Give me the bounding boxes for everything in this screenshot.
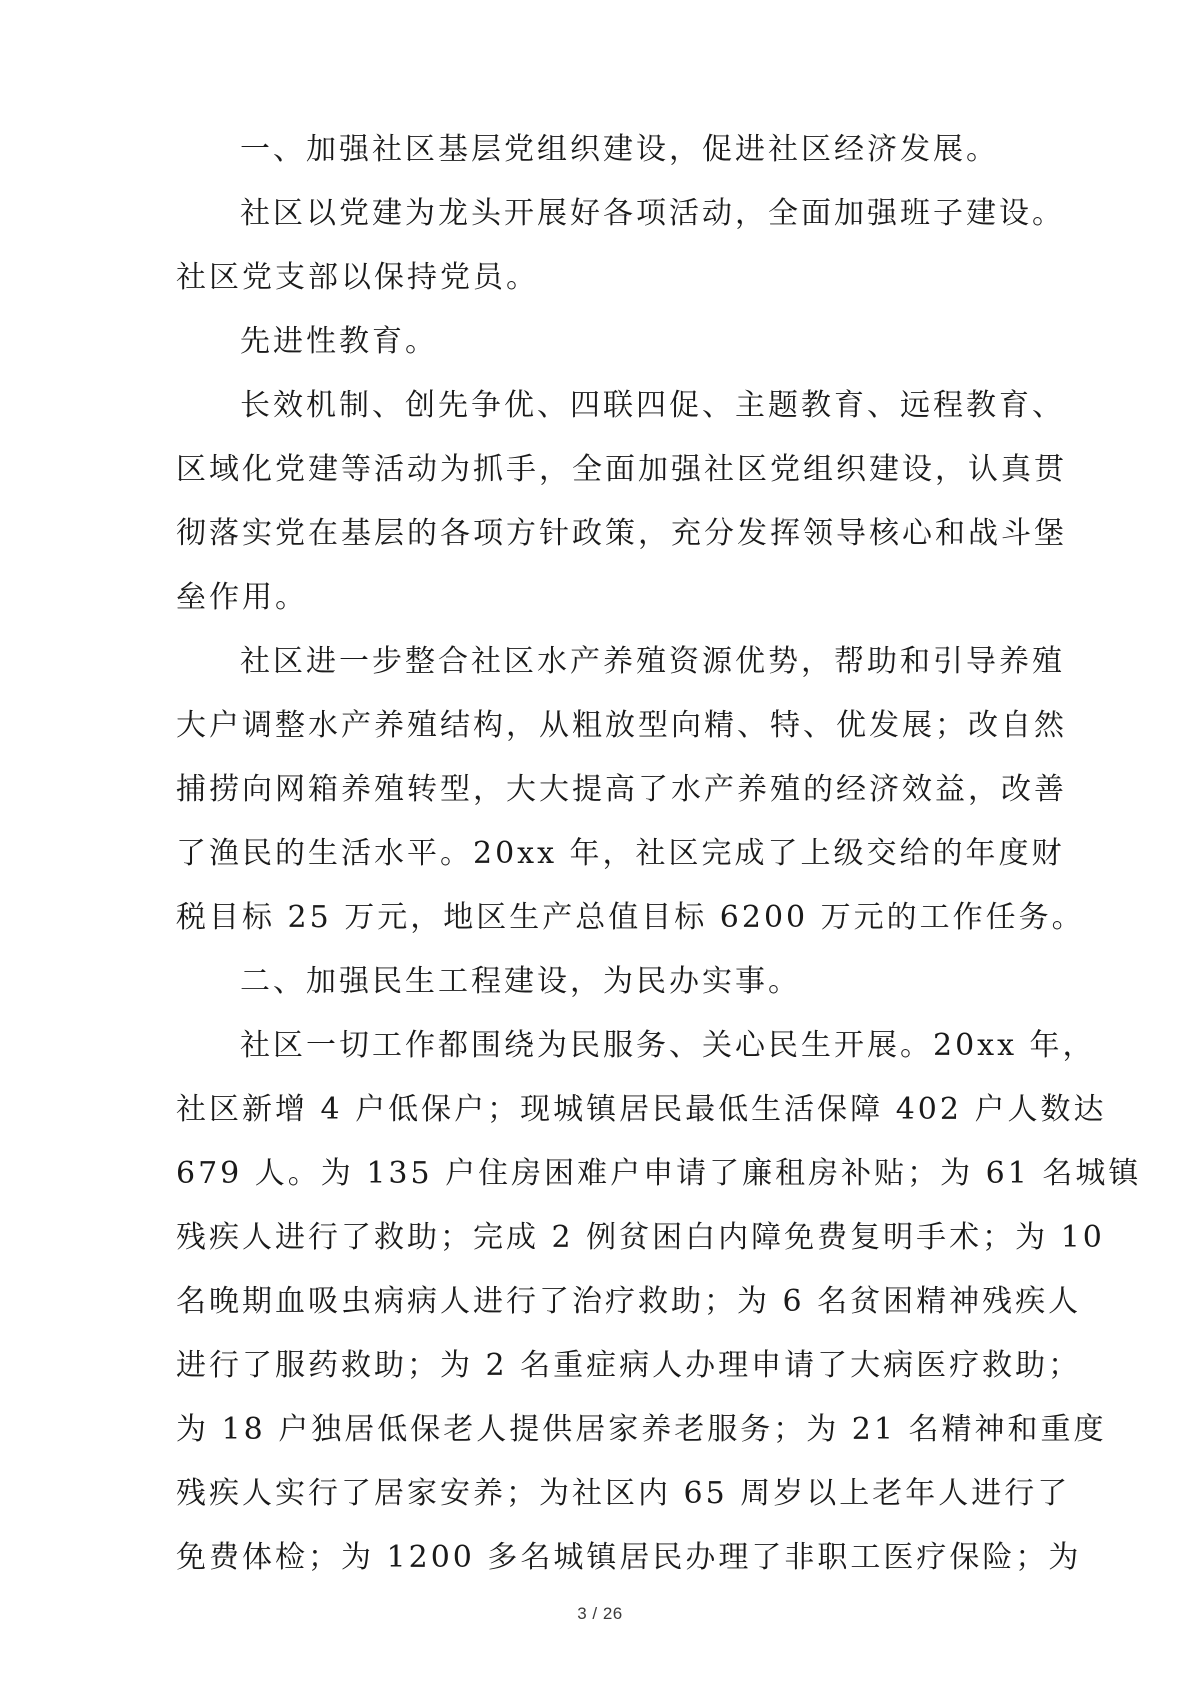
paragraph-line: 社区以党建为龙头开展好各项活动，全面加强班子建设。 <box>240 196 1065 231</box>
paragraph-line: 一、加强社区基层党组织建设，促进社区经济发展。 <box>240 132 999 167</box>
paragraph-line: 长效机制、创先争优、四联四促、主题教育、远程教育、 <box>240 388 1065 423</box>
page-number: 3 / 26 <box>577 1604 623 1623</box>
paragraph-line: 先进性教育。 <box>240 324 438 359</box>
document-body <box>176 118 1142 1590</box>
paragraph-line: 为 18 户独居低保老人提供居家养老服务；为 21 名精神和重度 <box>176 1412 1107 1447</box>
paragraph-line: 残疾人进行了救助；完成 2 例贫困白内障免费复明手术；为 10 <box>176 1220 1105 1255</box>
paragraph-line: 社区党支部以保持党员。 <box>176 260 539 295</box>
paragraph-line: 社区一切工作都围绕为民服务、关心民生开展。20xx 年， <box>240 1028 1096 1063</box>
paragraph-line: 大户调整水产养殖结构，从粗放型向精、特、优发展；改自然 <box>176 708 1067 743</box>
paragraph-line: 垒作用。 <box>176 580 308 615</box>
paragraph-line: 彻落实党在基层的各项方针政策，充分发挥领导核心和战斗堡 <box>176 516 1067 551</box>
paragraph-line: 进行了服药救助；为 2 名重症病人办理申请了大病医疗救助； <box>176 1348 1082 1383</box>
paragraph-line: 免费体检；为 1200 多名城镇居民办理了非职工医疗保险；为 <box>176 1540 1082 1575</box>
paragraph-line: 二、加强民生工程建设，为民办实事。 <box>240 964 801 999</box>
paragraph-line: 名晚期血吸虫病病人进行了治疗救助；为 6 名贫困精神残疾人 <box>176 1284 1082 1319</box>
paragraph-line: 区域化党建等活动为抓手，全面加强社区党组织建设，认真贯 <box>176 452 1067 487</box>
paragraph-line: 税目标 25 万元，地区生产总值目标 6200 万元的工作任务。 <box>176 900 1085 935</box>
paragraph-line: 社区新增 4 户低保户；现城镇居民最低生活保障 402 户人数达 <box>176 1092 1107 1127</box>
paragraph-line: 残疾人实行了居家安养；为社区内 65 周岁以上老年人进行了 <box>176 1476 1071 1511</box>
paragraph-line: 捕捞向网箱养殖转型，大大提高了水产养殖的经济效益，改善 <box>176 772 1067 807</box>
paragraph-line: 社区进一步整合社区水产养殖资源优势，帮助和引导养殖 <box>240 644 1065 679</box>
paragraph-line: 了渔民的生活水平。20xx 年，社区完成了上级交给的年度财 <box>176 836 1065 871</box>
paragraph-line: 679 人。为 135 户住房困难户申请了廉租房补贴；为 61 名城镇 <box>176 1156 1142 1191</box>
